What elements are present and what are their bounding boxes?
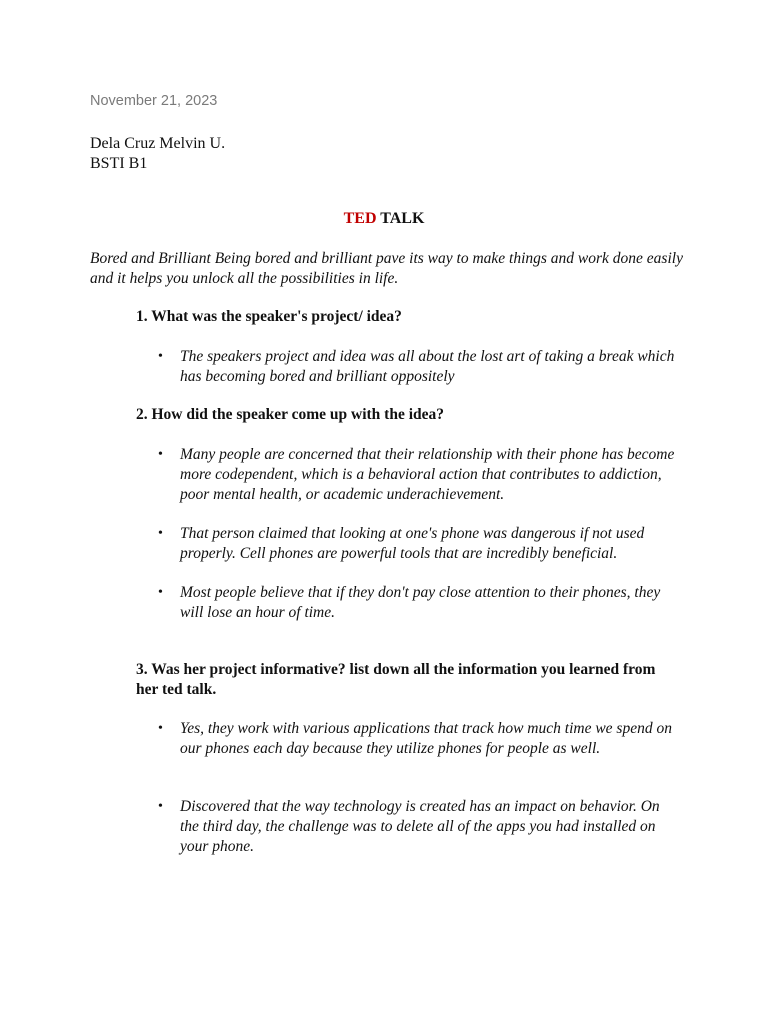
author-section: BSTI B1 [90, 155, 148, 172]
question-3: 3. Was her project informative? list down all the information you learned from her ted talk. [136, 661, 656, 698]
document-date: November 21, 2023 [90, 93, 218, 109]
answer-2-3 [156, 583, 676, 623]
answer-text: Discovered that the way technology is created has an impact on behavior. On the third day, the challenge was to delete all of the apps you had installed on your phone. [180, 798, 660, 855]
answer-3-2 [156, 797, 676, 857]
bullet-icon: • [158, 585, 163, 600]
answer-3-1 [156, 719, 676, 759]
bullet-icon: • [158, 799, 163, 814]
bullet-icon: • [158, 447, 163, 462]
answer-text: Many people are concerned that their relationship with their phone has become more codependent, which is a behavioral action that contributes to addiction, poor mental health, or academic underachievement. [180, 446, 675, 503]
answer-2-2 [156, 524, 676, 564]
answer-text: Yes, they work with various applications that track how much time we spend on our phones each day because they utilize phones for people as well. [180, 720, 672, 757]
answer-text: That person claimed that looking at one's phone was dangerous if not used properly. Cell phones are powerful tools that are incredibly beneficial. [180, 525, 645, 562]
author-block [90, 134, 225, 174]
bullet-icon: • [158, 526, 163, 541]
answer-text: The speakers project and idea was all about the lost art of taking a break which has becoming bored and brilliant oppositely [180, 348, 675, 385]
document-title [0, 210, 768, 228]
answer-2-1 [156, 445, 676, 505]
bullet-icon: • [158, 349, 163, 364]
bullet-icon: • [158, 721, 163, 736]
intro-paragraph: Bored and Brilliant Being bored and brilliant pave its way to make things and work done easily and it helps you unlock all the possibilities in life. [90, 250, 683, 287]
question-1: 1. What was the speaker's project/ idea? [136, 308, 402, 325]
title-talk: TALK [380, 210, 425, 227]
answer-1-1 [156, 347, 676, 387]
question-2: 2. How did the speaker come up with the idea? [136, 406, 445, 423]
answer-text: Most people believe that if they don't pay close attention to their phones, they will lose an hour of time. [180, 584, 661, 621]
title-ted: TED [343, 210, 377, 227]
author-name: Dela Cruz Melvin U. [90, 135, 226, 152]
